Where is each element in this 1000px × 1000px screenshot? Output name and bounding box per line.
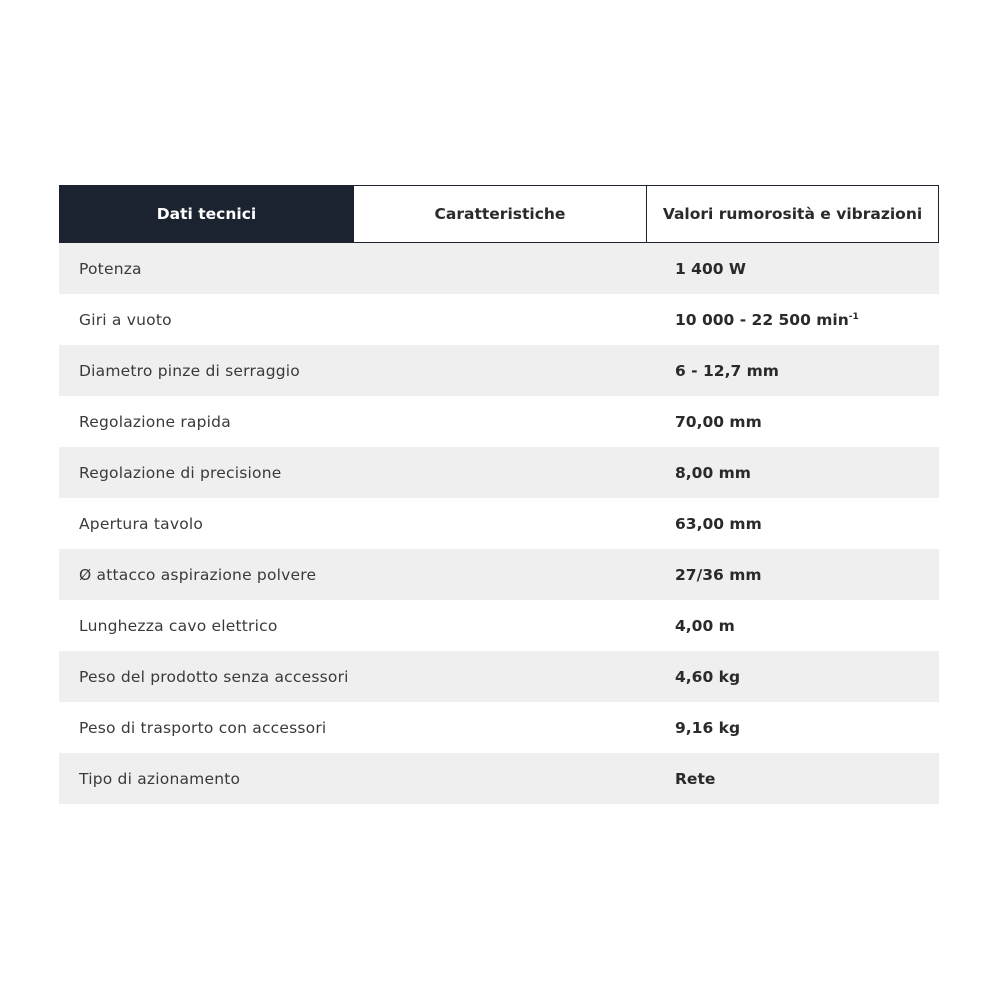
table-row xyxy=(59,600,939,651)
spec-value: 27/36 mm xyxy=(675,565,762,584)
table-row xyxy=(59,753,939,804)
table-row xyxy=(59,294,939,345)
tab-dati-tecnici[interactable]: Dati tecnici xyxy=(59,185,353,243)
spec-label: Ø attacco aspirazione polvere xyxy=(79,565,317,584)
spec-label: Diametro pinze di serraggio xyxy=(79,361,300,380)
spec-value: 6 - 12,7 mm xyxy=(675,361,779,380)
spec-label: Peso del prodotto senza accessori xyxy=(79,667,349,686)
spec-label: Apertura tavolo xyxy=(79,514,204,533)
spec-value: 9,16 kg xyxy=(675,718,741,737)
tab-bar xyxy=(59,185,939,243)
table-row xyxy=(59,651,939,702)
table-row xyxy=(59,498,939,549)
table-row xyxy=(59,447,939,498)
table-row xyxy=(59,396,939,447)
table-row xyxy=(59,345,939,396)
spec-label: Regolazione rapida xyxy=(79,412,231,431)
spec-value: 4,00 m xyxy=(675,616,735,635)
table-row xyxy=(59,243,939,294)
spec-value: 70,00 mm xyxy=(675,412,762,431)
table-row xyxy=(59,549,939,600)
spec-value: 63,00 mm xyxy=(675,514,762,533)
spec-label: Potenza xyxy=(79,259,142,278)
spec-value-text: 10 000 - 22 500 min xyxy=(675,310,849,329)
spec-label: Giri a vuoto xyxy=(79,310,172,329)
spec-label: Peso di trasporto con accessori xyxy=(79,718,327,737)
table-row xyxy=(59,702,939,753)
tab-valori-rumorosita[interactable]: Valori rumorosità e vibrazioni xyxy=(646,185,939,243)
spec-value xyxy=(675,311,939,329)
spec-label: Regolazione di precisione xyxy=(79,463,282,482)
spec-value: 1 400 W xyxy=(675,259,747,278)
spec-value-superscript: -1 xyxy=(848,311,859,322)
spec-value: Rete xyxy=(675,769,716,788)
spec-value: 8,00 mm xyxy=(675,463,751,482)
spec-table xyxy=(59,243,939,804)
tab-caratteristiche[interactable]: Caratteristiche xyxy=(353,185,646,243)
spec-label: Lunghezza cavo elettrico xyxy=(79,616,278,635)
tech-specs-panel xyxy=(59,185,939,804)
spec-label: Tipo di azionamento xyxy=(79,769,241,788)
spec-value: 4,60 kg xyxy=(675,667,741,686)
